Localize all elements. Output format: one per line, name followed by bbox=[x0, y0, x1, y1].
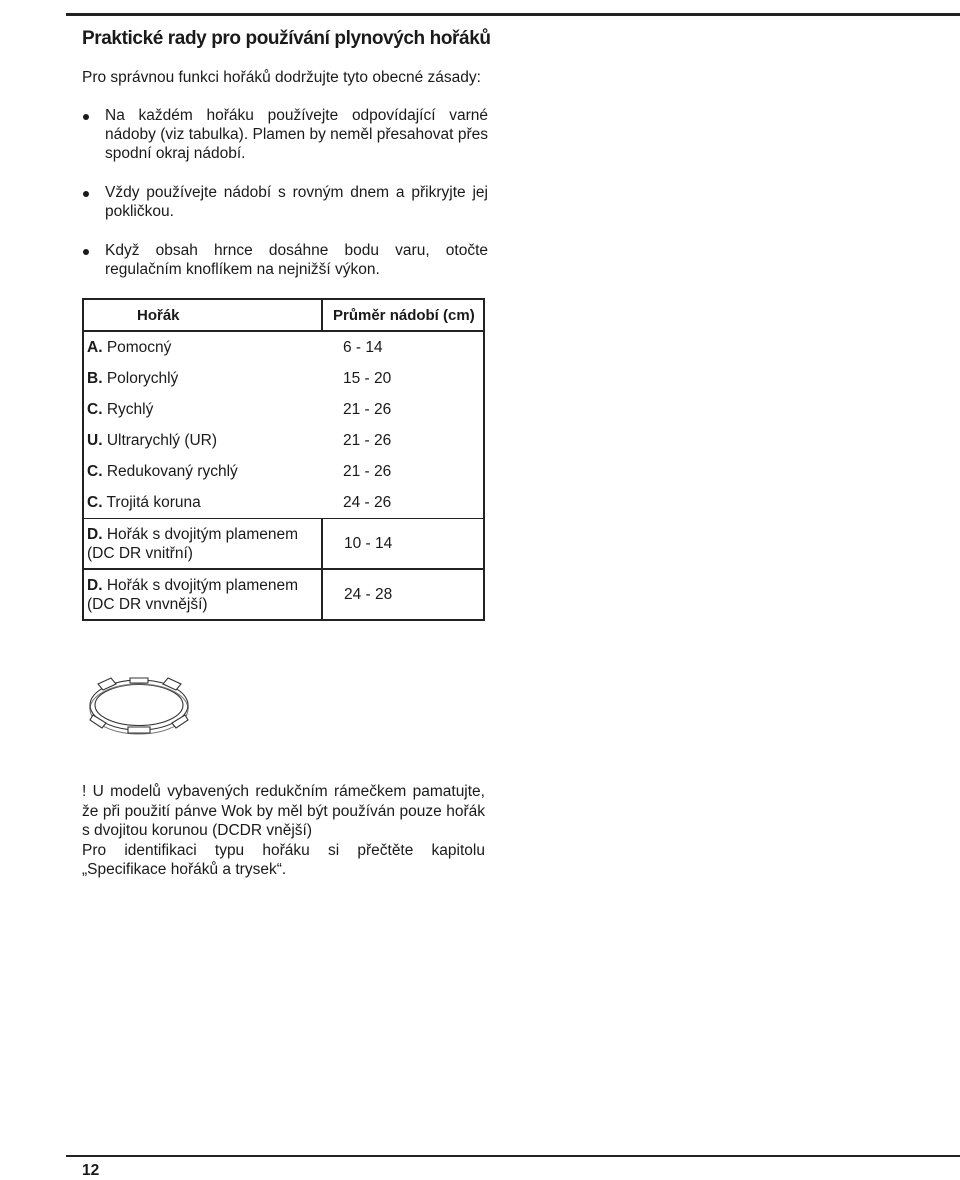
table-header-row bbox=[83, 299, 484, 331]
table-row bbox=[83, 394, 484, 425]
note-paragraph: ! U modelů vybavených redukčním rámečkem pamatujte, že při použití pánve Wok by měl být používán pouze hořák s dvojitou korunou (DCDR vnější) bbox=[82, 783, 485, 839]
diameter-cell: 10 - 14 bbox=[322, 519, 484, 570]
burner-letter: C. bbox=[87, 494, 103, 511]
burner-name: Ultrarychlý (UR) bbox=[106, 432, 218, 449]
table-row bbox=[83, 487, 484, 519]
diameter-cell: 21 - 26 bbox=[343, 432, 392, 449]
burner-name: Polorychlý bbox=[106, 370, 179, 387]
list-item bbox=[82, 106, 488, 163]
burner-letter: A. bbox=[87, 339, 103, 356]
diameter-cell: 21 - 26 bbox=[343, 401, 392, 418]
table-row bbox=[83, 456, 484, 487]
burner-name: Redukovaný rychlý bbox=[106, 463, 238, 480]
page-title: Praktické rady pro používání plynových hořáků bbox=[82, 28, 491, 49]
top-rule bbox=[66, 13, 960, 16]
bullet-icon bbox=[83, 249, 89, 255]
wok-note bbox=[82, 782, 485, 880]
burner-cell bbox=[83, 425, 322, 456]
burner-letter: C. bbox=[87, 401, 103, 418]
diameter-cell: 24 - 26 bbox=[343, 494, 392, 511]
burner-name: Hořák s dvojitým plamenem bbox=[106, 525, 299, 543]
diameter-cell: 24 - 28 bbox=[322, 569, 484, 620]
burner-cell bbox=[83, 456, 322, 487]
burner-name: Trojitá koruna bbox=[106, 494, 201, 511]
list-item bbox=[82, 241, 488, 279]
note-paragraph: Pro identifikaci typu hořáku si přečtěte kapitolu „Specifikace hořáků a trysek“. bbox=[82, 841, 485, 878]
burner-letter: D. bbox=[87, 525, 103, 543]
intro-text: Pro správnou funkci hořáků dodržujte tyto obecné zásady: bbox=[82, 69, 481, 86]
burner-name: Pomocný bbox=[106, 339, 172, 356]
burner-table bbox=[82, 298, 485, 621]
table-row bbox=[83, 425, 484, 456]
tip-text: Když obsah hrnce dosáhne bodu varu, otočte regulačním knoflíkem na nejnižší výkon. bbox=[105, 242, 488, 278]
tip-text: Na každém hořáku používejte odpovídající varné nádoby (viz tabulka). Plamen by neměl přesahovat přes spodní okraj nádobí. bbox=[105, 107, 488, 162]
burner-cell bbox=[83, 487, 322, 519]
diameter-cell: 21 - 26 bbox=[343, 463, 392, 480]
bullet-icon bbox=[83, 191, 89, 197]
header-diameter: Průměr nádobí (cm) bbox=[322, 299, 484, 331]
burner-letter: U. bbox=[87, 432, 103, 449]
diameter-cell: 15 - 20 bbox=[343, 370, 392, 387]
burner-name: Hořák s dvojitým plamenem bbox=[106, 576, 299, 594]
burner-letter: B. bbox=[87, 370, 103, 387]
burner-cell bbox=[83, 331, 322, 363]
page-number: 12 bbox=[82, 1162, 100, 1179]
header-burner: Hořák bbox=[137, 306, 180, 324]
burner-cell bbox=[83, 363, 322, 394]
diameter-cell: 6 - 14 bbox=[343, 339, 383, 356]
table-row bbox=[83, 331, 484, 363]
burner-name-detail: (DC DR vnvnější) bbox=[87, 595, 208, 613]
table-row bbox=[83, 569, 484, 620]
burner-letter: D. bbox=[87, 576, 103, 594]
bullet-icon bbox=[83, 114, 89, 120]
wok-reduction-ring-icon bbox=[84, 665, 194, 740]
list-item bbox=[82, 183, 488, 221]
burner-cell bbox=[83, 394, 322, 425]
burner-cell bbox=[83, 519, 322, 570]
burner-letter: C. bbox=[87, 463, 103, 480]
tip-text: Vždy používejte nádobí s rovným dnem a přikryjte jej pokličkou. bbox=[105, 184, 488, 220]
table-row bbox=[83, 519, 484, 570]
table-row bbox=[83, 363, 484, 394]
burner-cell bbox=[83, 569, 322, 620]
burner-name: Rychlý bbox=[106, 401, 154, 418]
tips-list bbox=[82, 106, 488, 299]
burner-name-detail: (DC DR vnitřní) bbox=[87, 544, 193, 562]
bottom-rule bbox=[66, 1155, 960, 1157]
